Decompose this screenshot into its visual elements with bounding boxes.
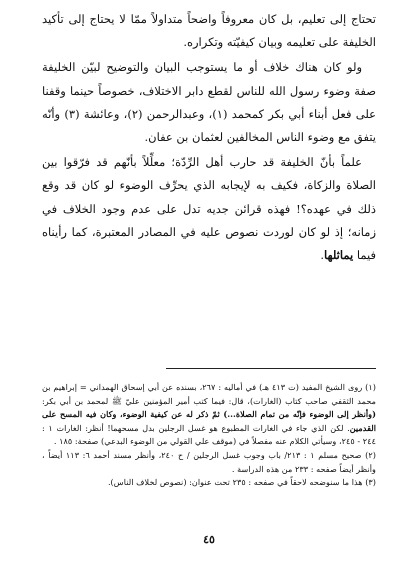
footnote-divider (166, 368, 376, 369)
paragraph-3-text: علماً بأنّ الخليفة قد حارب أهل الرِّدّة؛ معلِّلاً بأنّهم قد فرّقوا بين الصلاة والزكاة، فكيف به لإيجابه الذي يحرِّف الوضوء لو كان قد وقع ذلك في عهده؟! فهذه قرائن جديه تدل على عدم وجود الخلاف في زمانه؛ إذ لو كان لوردت نصوص عليه في المصادر المعتبرة، كما رأيناه فيما (42, 155, 376, 263)
paragraph-3 (42, 151, 376, 267)
paragraph-3-emphasis: يماثلها (324, 248, 354, 263)
footnote-3: (٣) هذا ما سنوضحه لاحقاً في صفحه : ٢٣٥ تحت عنوان: (نصوص لخلاف الناس). (107, 477, 376, 488)
footnote-1-continuation: . لكن الذي جاء في الغارات المطبوع هو غسل الرجلين بدل مسحهما! أنظر: الغارات ١ : ٢٤٤ - ٢٤٥، وسيأتي الكلام عنه مفصلاً في (موقف علي القولي من الوضوء البدعي) صفحة: ١٨٥ . (42, 422, 376, 447)
main-text (42, 8, 376, 267)
paragraph-3-end: . (320, 248, 325, 263)
footnotes (42, 381, 376, 490)
paragraph-1: تحتاج إلى تعليم، بل كان معروفاً واضحاً متداولاً ممّا لا يحتاج إلى تأكيد الخليفة على تعليمه وبيان كيفيّته وتكراره. (42, 12, 376, 50)
footnote-1-quote: (وأنظر إلى الوضوء فإنّه من تمام الصلاة...) ثمّ ذكر له عن كيفية الوضوء، وكان فيه المسح على القدمين (42, 409, 376, 433)
footnote-1 (42, 381, 376, 449)
footnote-1-text: (١) روى الشيخ المفيد (ت ٤١٣ هـ) في أماليه : ٢٦٧، بسنده عن أبي إسحاق الهمداني = إبراهيم بن محمد الثقفي صاحب كتاب (الغارات)، قال: فيما كتب أمير المؤمنين عليّ ﷺ لمحمد بن أبي بكر: (42, 382, 376, 406)
page-number: ٤٥ (203, 533, 215, 546)
paragraph-2: ولو كان هناك خلاف أو ما يستوجب البيان والتوضيح لبيّن الخليفة صفة وضوء رسول الله للناس لقطع دابر الاختلاف، خصوصاً حينما وقفنا على فعل أبناء أبي بكر كمحمد (١)، وعبدالرحمن (٢)، وعائشة (٣) وأنّه يتفق مع وضوء الناس المخالفين لعثمان بن عفان. (42, 60, 376, 145)
footnote-2: (٢) صحيح مسلم ١ : ٢١٣/ باب وجوب غسل الرجلين / ح ٢٤٠، وأنظر مسند أحمد ٦: ١١٣ أيضاً ، وأنظر أيضاً صفحه : ٢٣٣ من هذه الدراسة . (42, 449, 376, 474)
